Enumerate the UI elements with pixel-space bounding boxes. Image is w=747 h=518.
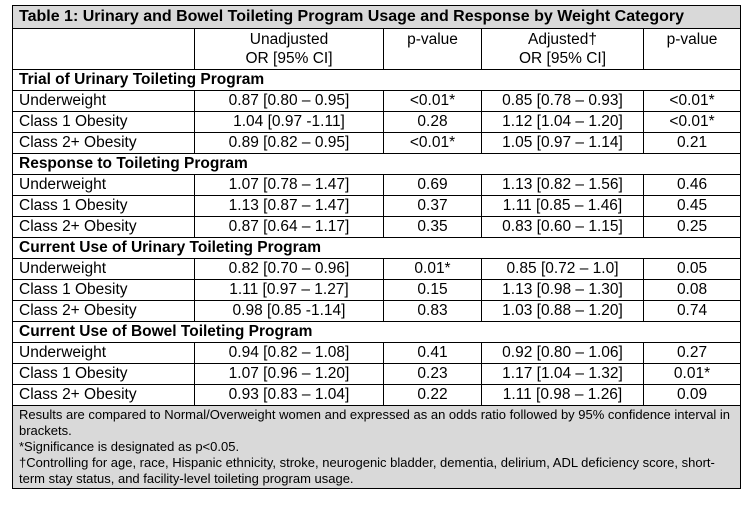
footnotes [13, 406, 741, 489]
adjusted-pvalue-cell: 0.21 [644, 133, 741, 154]
adjusted-pvalue-cell: 0.01* [644, 364, 741, 385]
adjusted-pvalue-cell: <0.01* [644, 112, 741, 133]
section-title: Response to Toileting Program [13, 154, 741, 175]
unadjusted-or-cell: 0.89 [0.82 – 0.95] [195, 133, 384, 154]
unadjusted-or-cell: 0.98 [0.85 -1.14] [195, 301, 384, 322]
adjusted-or-cell: 0.85 [0.72 – 1.0] [482, 259, 644, 280]
section-row [13, 238, 741, 259]
unadjusted-pvalue-cell: 0.83 [384, 301, 482, 322]
header-pvalue-1: p-value [384, 29, 482, 70]
adjusted-pvalue-cell: 0.08 [644, 280, 741, 301]
unadjusted-pvalue-cell: 0.15 [384, 280, 482, 301]
row-label: Class 1 Obesity [13, 280, 195, 301]
row-label: Class 2+ Obesity [13, 217, 195, 238]
table-row [13, 364, 741, 385]
section-row [13, 154, 741, 175]
unadjusted-or-cell: 1.11 [0.97 – 1.27] [195, 280, 384, 301]
adjusted-pvalue-cell: 0.74 [644, 301, 741, 322]
unadjusted-or-cell: 1.13 [0.87 – 1.47] [195, 196, 384, 217]
unadjusted-or-cell: 1.07 [0.78 – 1.47] [195, 175, 384, 196]
adjusted-or-cell: 0.83 [0.60 – 1.15] [482, 217, 644, 238]
table-row [13, 280, 741, 301]
unadjusted-pvalue-cell: 0.41 [384, 343, 482, 364]
header-unadjusted [195, 29, 384, 70]
adjusted-or-cell: 1.13 [0.82 – 1.56] [482, 175, 644, 196]
adjusted-or-cell: 1.17 [1.04 – 1.32] [482, 364, 644, 385]
row-label: Class 1 Obesity [13, 364, 195, 385]
header-unadjusted-line1: Unadjusted [249, 31, 329, 48]
footnote-significance: *Significance is designated as p<0.05. [19, 439, 240, 454]
adjusted-pvalue-cell: 0.25 [644, 217, 741, 238]
header-pvalue-2: p-value [644, 29, 741, 70]
header-unadjusted-line2: OR [95% CI] [245, 50, 333, 67]
table-row [13, 301, 741, 322]
adjusted-or-cell: 1.12 [1.04 – 1.20] [482, 112, 644, 133]
header-adjusted [482, 29, 644, 70]
unadjusted-pvalue-cell: 0.35 [384, 217, 482, 238]
table-row [13, 133, 741, 154]
unadjusted-pvalue-cell: 0.69 [384, 175, 482, 196]
section-title: Current Use of Bowel Toileting Program [13, 322, 741, 343]
section-title: Current Use of Urinary Toileting Program [13, 238, 741, 259]
adjusted-pvalue-cell: 0.45 [644, 196, 741, 217]
row-label: Class 1 Obesity [13, 112, 195, 133]
unadjusted-pvalue-cell: 0.22 [384, 385, 482, 406]
adjusted-or-cell: 0.92 [0.80 – 1.06] [482, 343, 644, 364]
adjusted-or-cell: 1.11 [0.98 – 1.26] [482, 385, 644, 406]
results-table [12, 5, 741, 489]
table-row [13, 175, 741, 196]
row-label: Underweight [13, 259, 195, 280]
unadjusted-pvalue-cell: <0.01* [384, 133, 482, 154]
title-row [13, 6, 741, 29]
table-row [13, 343, 741, 364]
unadjusted-or-cell: 0.87 [0.64 – 1.17] [195, 217, 384, 238]
table-title: Table 1: Urinary and Bowel Toileting Program Usage and Response by Weight Category [13, 6, 741, 29]
unadjusted-or-cell: 0.87 [0.80 – 0.95] [195, 91, 384, 112]
header-adjusted-line2: OR [95% CI] [519, 50, 606, 67]
footnote-adjustment: †Controlling for age, race, Hispanic ethnicity, stroke, neurogenic bladder, dementia, delirium, ADL deficiency score, short-term stay status, and facility-level toileting program usage. [19, 455, 715, 486]
unadjusted-or-cell: 0.94 [0.82 – 1.08] [195, 343, 384, 364]
table-row [13, 91, 741, 112]
row-label: Underweight [13, 343, 195, 364]
row-label: Class 2+ Obesity [13, 301, 195, 322]
row-label: Class 2+ Obesity [13, 385, 195, 406]
table-row [13, 259, 741, 280]
adjusted-or-cell: 1.05 [0.97 – 1.14] [482, 133, 644, 154]
unadjusted-pvalue-cell: 0.01* [384, 259, 482, 280]
unadjusted-pvalue-cell: 0.23 [384, 364, 482, 385]
table-row [13, 385, 741, 406]
table-row [13, 217, 741, 238]
section-row [13, 70, 741, 91]
adjusted-or-cell: 1.03 [0.88 – 1.20] [482, 301, 644, 322]
footer-row [13, 406, 741, 489]
unadjusted-or-cell: 0.82 [0.70 – 0.96] [195, 259, 384, 280]
unadjusted-pvalue-cell: <0.01* [384, 91, 482, 112]
header-label-cell [13, 29, 195, 70]
table-body [13, 6, 741, 489]
table-row [13, 112, 741, 133]
section-row [13, 322, 741, 343]
adjusted-or-cell: 1.11 [0.85 – 1.46] [482, 196, 644, 217]
row-label: Class 2+ Obesity [13, 133, 195, 154]
row-label: Underweight [13, 91, 195, 112]
row-label: Class 1 Obesity [13, 196, 195, 217]
row-label: Underweight [13, 175, 195, 196]
unadjusted-pvalue-cell: 0.37 [384, 196, 482, 217]
header-adjusted-line1: Adjusted† [528, 31, 597, 48]
footnote-reference: Results are compared to Normal/Overweight women and expressed as an odds ratio followed by 95% confidence interval in brackets. [19, 407, 731, 438]
adjusted-pvalue-cell: 0.05 [644, 259, 741, 280]
section-title: Trial of Urinary Toileting Program [13, 70, 741, 91]
header-row [13, 29, 741, 70]
table-row [13, 196, 741, 217]
unadjusted-or-cell: 1.04 [0.97 -1.11] [195, 112, 384, 133]
unadjusted-or-cell: 1.07 [0.96 – 1.20] [195, 364, 384, 385]
adjusted-or-cell: 0.85 [0.78 – 0.93] [482, 91, 644, 112]
unadjusted-pvalue-cell: 0.28 [384, 112, 482, 133]
adjusted-pvalue-cell: <0.01* [644, 91, 741, 112]
adjusted-pvalue-cell: 0.46 [644, 175, 741, 196]
unadjusted-or-cell: 0.93 [0.83 – 1.04] [195, 385, 384, 406]
adjusted-pvalue-cell: 0.09 [644, 385, 741, 406]
adjusted-or-cell: 1.13 [0.98 – 1.30] [482, 280, 644, 301]
adjusted-pvalue-cell: 0.27 [644, 343, 741, 364]
